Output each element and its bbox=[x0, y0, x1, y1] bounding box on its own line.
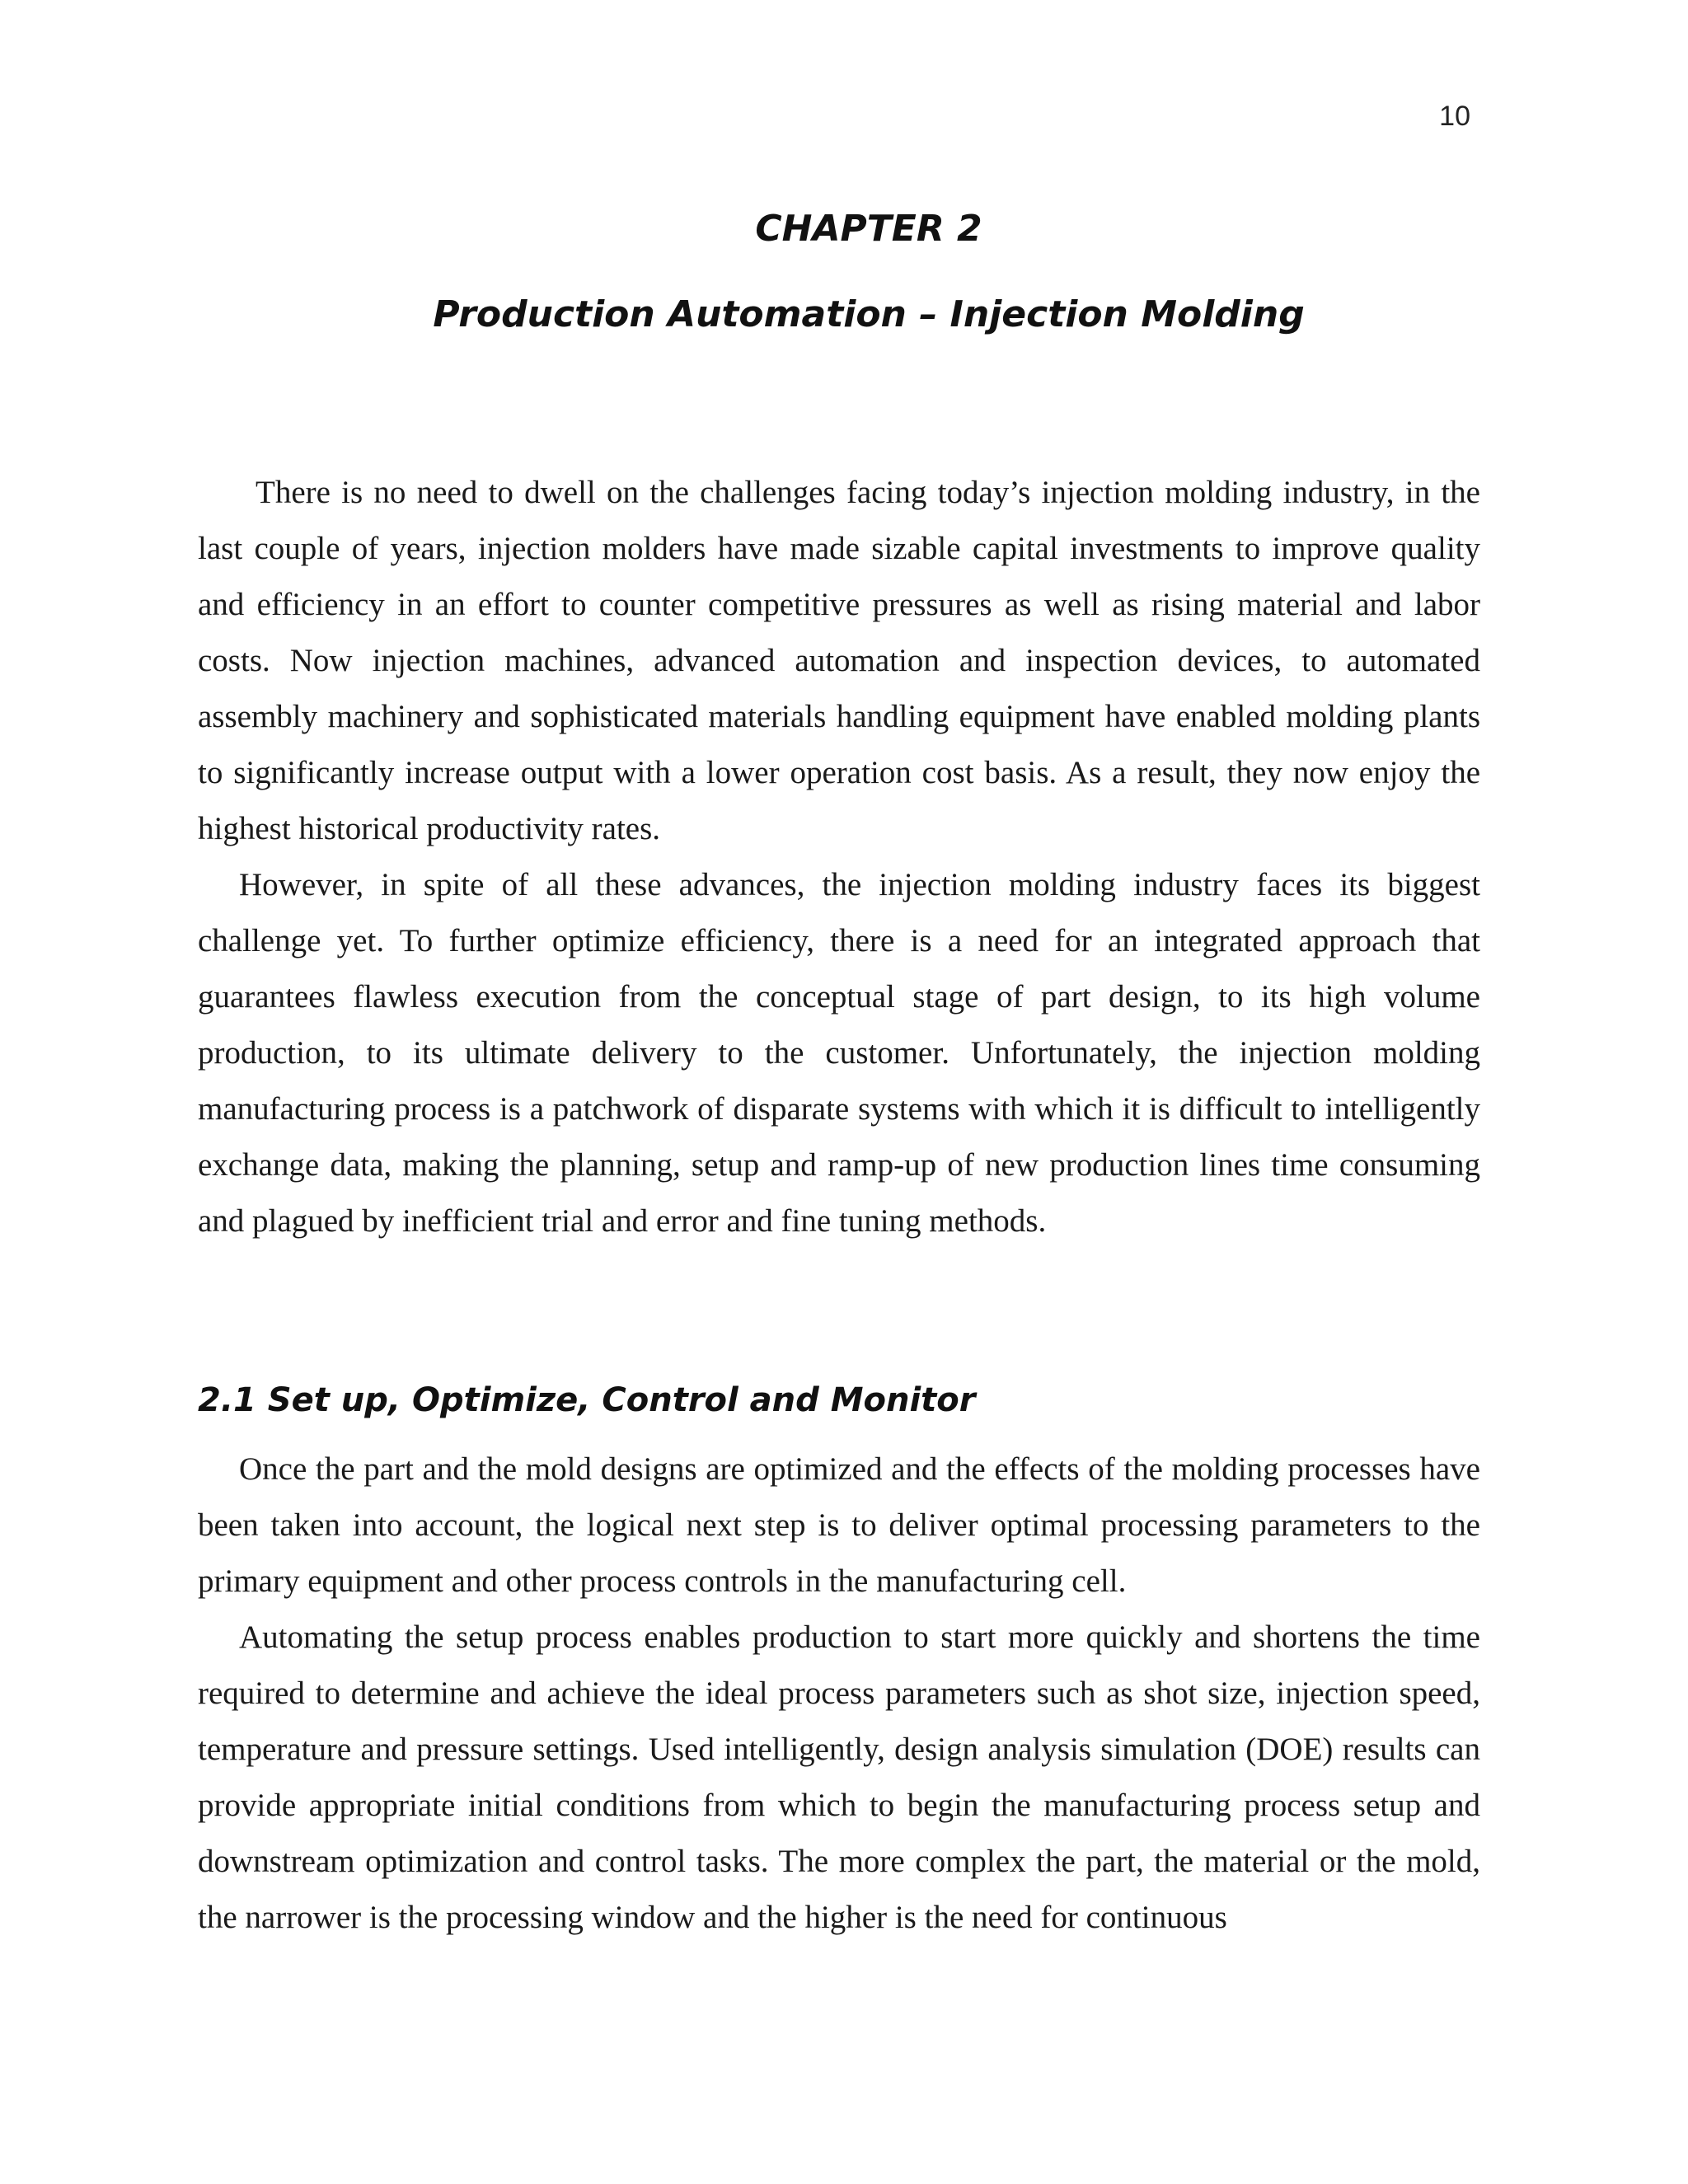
chapter-title: Production Automation – Injection Molding bbox=[433, 293, 1305, 335]
section-heading: 2.1 Set up, Optimize, Control and Monitor bbox=[198, 1381, 976, 1419]
intro-text-block bbox=[198, 465, 1480, 1249]
section-text-block bbox=[198, 1441, 1480, 1946]
intro-paragraph: However, in spite of all these advances, the injection molding industry faces its biggest challenge yet. To further optimize efficiency, there is a need for an integrated approach that guarantees flawless execution from the conceptual stage of part design, to its high volume production, to its ultimate delivery to the customer. Unfortunately, the injection molding manufacturing process is a patchwork of disparate systems with which it is difficult to intelligently exchange data, making the planning, setup and ramp-up of new production lines time consuming and plagued by inefficient trial and error and fine tuning methods. bbox=[198, 867, 1480, 1239]
chapter-label: CHAPTER 2 bbox=[755, 208, 982, 250]
page-number: 10 bbox=[1439, 101, 1470, 132]
section-paragraph: Once the part and the mold designs are optimized and the effects of the molding processes have been taken into account, the logical next step is to deliver optimal processing parameters to the primary equipment and other process controls in the manufacturing cell. bbox=[198, 1451, 1480, 1599]
intro-paragraph: There is no need to dwell on the challenges facing today’s injection molding industry, in the last couple of years, injection molders have made sizable capital investments to improve quality and efficiency in an effort to counter competitive pressures as well as rising material and labor costs. Now injection machines, advanced automation and inspection devices, to automated assembly machinery and sophisticated materials handling equipment have enabled molding plants to significantly increase output with a lower operation cost basis. As a result, they now enjoy the highest historical productivity rates. bbox=[198, 475, 1480, 846]
section-paragraph: Automating the setup process enables production to start more quickly and shortens the time required to determine and achieve the ideal process parameters such as shot size, injection speed, temperature and pressure settings. Used intelligently, design analysis simulation (DOE) results can provide appropriate initial conditions from which to begin the manufacturing process setup and downstream optimization and control tasks. The more complex the part, the material or the mold, the narrower is the processing window and the higher is the need for continuous bbox=[198, 1619, 1480, 1935]
